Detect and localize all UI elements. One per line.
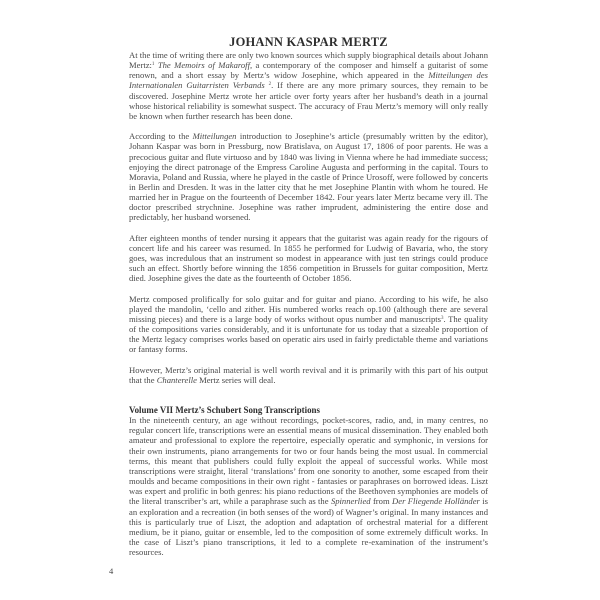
text-run: In the nineteenth century, an age without recordings, pocket-scores, radio, and, in many centres, no regular concert life, transcriptions were an essential means of musical dissemination. They enabled both amateur and professional to explore the repertoire, especially operatic and symphonic, in versions for their own instruments, piano arrangements for two or four hands being the most usual. In commercial terms, this meant that publishers could fully exploit the appeal of successful works. While most transcriptions were straight, literal ‘translations’ from one sonority to another, some escaped from their moulds and became compositions in their own right - fantasies or paraphrases on borrowed ideas. Liszt was expert and prolific in both genres: his piano reductions of the Beethoven symphonies are models of the literal transcriber’s art, while a paraphrase such as the bbox=[129, 415, 488, 507]
page-title: JOHANN KASPAR MERTZ bbox=[229, 35, 388, 49]
text-run: Mertz series will deal. bbox=[196, 374, 276, 385]
italic-text: Spinnerlied bbox=[330, 496, 371, 507]
text-run: . The quality of the compositions varies considerably, and it is unfortunate for us today that a sizeable proportion of the Mertz legacy comprises works based on operatic airs used in fairly predictable theme and variations or fantasy forms. bbox=[129, 313, 488, 355]
text-run: According to the bbox=[129, 131, 193, 142]
text-run: from bbox=[370, 496, 393, 507]
italic-text: Mitteilungen des Internationalen Guitarristen Verbands bbox=[129, 70, 488, 91]
section-spacer bbox=[129, 385, 488, 405]
document-page bbox=[129, 36, 488, 557]
body-paragraph bbox=[129, 415, 488, 557]
body-paragraph bbox=[129, 131, 488, 222]
italic-text: Der Fliegende Holländer bbox=[392, 496, 480, 507]
text-run: However, Mertz’s original material is well worth revival and it is primarily with this part of his output that the bbox=[129, 364, 488, 385]
italic-text: The Memoirs of Makaroff, bbox=[157, 60, 253, 71]
footnote-marker: 3 bbox=[441, 315, 444, 321]
section-body bbox=[129, 415, 488, 557]
text-run: is an exploration and a recreation (in both senses of the word) of Wagner’s original. In many instances and this is particularly true of Liszt, the adoption and adaptation of orchestral material for a different medium, be it piano, guitar or ensemble, led to the composition of some extremely difficult works. In the case of Liszt’s piano transcriptions, it led to a complete re-examination of the instrument’s resources. bbox=[129, 496, 488, 558]
text-run: . If there are any more primary sources, they remain to be discovered. Josephine Mertz wrote her article over forty years after her husband’s death in a journal whose historical reliability is somewhat suspect. The accuracy of Frau Mertz’s memory will only really be known when further research has been done. bbox=[129, 80, 488, 121]
body-paragraph bbox=[129, 50, 488, 121]
footnote-marker: 2 bbox=[268, 82, 272, 88]
section-heading: Volume VII Mertz’s Schubert Song Transcriptions bbox=[129, 404, 320, 415]
text-run: introduction to Josephine’s article (presumably written by the editor), Johann Kaspar was born in Pressburg, now Bratislava, on August 17, 1806 of poor parents. He was a precocious guitar and flute virtuoso and by 1840 was living in Vienna where he had immediate success; enjoying the direct patronage of the Empress Caroline Augusta and performing in the capital. Tours to Moravia, Poland and Russia, where he played in the castle of Prince Urosoff, were followed by concerts in Berlin and Dresden. It was in the latter city that he met Josephine Plantin with whom he toured. He married her in Prague on the fourteenth of December 1842. Four years later Mertz became very ill. The doctor prescribed strychnine. Josephine was rather imprudent, administering the entire dose and predictably, her husband worsened. bbox=[129, 131, 488, 223]
text-run: At the time of writing there are only two known sources which supply biographical details about Johann Mertz: bbox=[129, 50, 488, 71]
body-paragraph bbox=[129, 233, 488, 284]
text-run: Mertz composed prolifically for solo guitar and for guitar and piano. According to his wife, he also played the mandolin, ‘cello and zither. His numbered works reach op.100 (although there are several missing pieces) and there is a large body of works without opus number and manuscripts bbox=[129, 293, 488, 324]
body-paragraph bbox=[129, 365, 488, 385]
page-number: 4 bbox=[109, 566, 114, 576]
italic-text: Mitteilungen bbox=[192, 131, 237, 142]
footnote-marker: 1 bbox=[151, 62, 155, 68]
text-run: After eighteen months of tender nursing it appears that the guitarist was again ready for the rigours of concert life and his career was resumed. In 1855 he performed for Ludwig of Bavaria, who, the story goes, was incredulous that an instrument so modest in appearance with just ten strings could produce such an effect. Shortly before winning the 1856 competition in Brussels for guitar composition, Mertz died. Josephine gives the date as the fourteenth of October 1856. bbox=[129, 232, 488, 284]
text-run: a contemporary of the composer and himself a guitarist of some renown, and a short essay by Mertz’s widow Josephine, which appeared in the bbox=[129, 60, 488, 81]
body-paragraph bbox=[129, 294, 488, 355]
intro-body bbox=[129, 50, 488, 385]
italic-text: Chanterelle bbox=[156, 374, 197, 385]
